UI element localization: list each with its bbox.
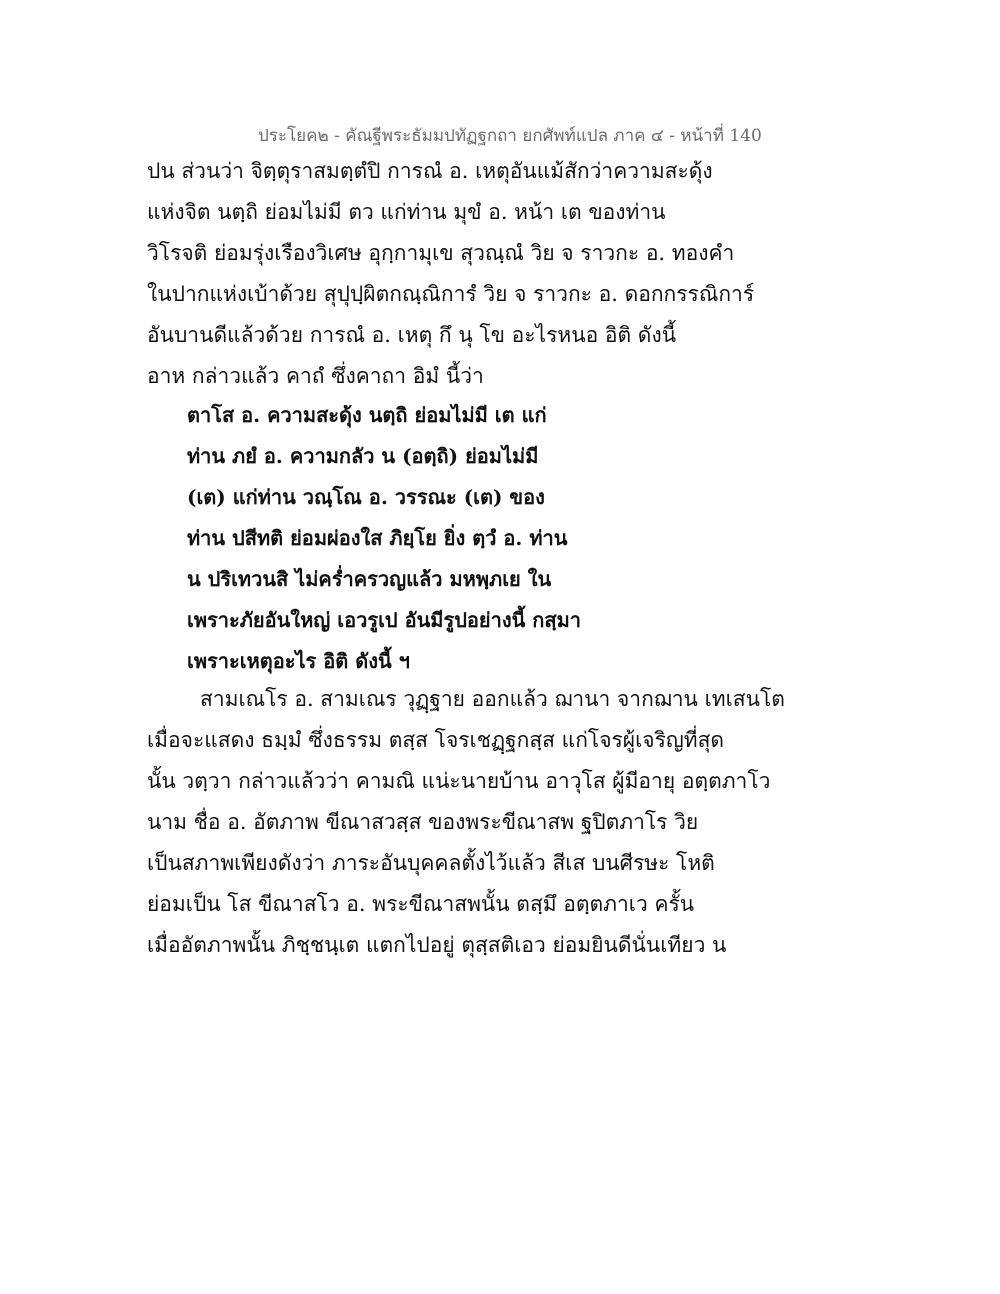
verse-line: (เต) แก่ท่าน วณฺโณ อ. วรรณะ (เต) ของ: [187, 485, 545, 509]
text-line: อาห กล่าวแล้ว คาถํ ซึ่งคาถา อิมํ นี้ว่า: [147, 364, 484, 388]
text-line: วิโรจติ ย่อมรุ่งเรืองวิเศษ อุกฺกามุเข สุวณฺณํ วิย จ ราวกะ อ. ทองคำ: [147, 241, 735, 265]
verse-line: ท่าน ปสีทติ ย่อมผ่องใส ภิยฺโย ยิ่ง ตฺวํ อ. ท่าน: [187, 526, 568, 550]
text-line: ปน ส่วนว่า จิตฺตุราสมตฺตํปิ การณํ อ. เหตุอันแม้สักว่าความสะดุ้ง: [147, 159, 713, 183]
text-line: แห่งจิต นตฺถิ ย่อมไม่มี ตว แก่ท่าน มุขํ อ. หน้า เต ของท่าน: [147, 200, 666, 224]
text-line: เป็นสภาพเพียงดังว่า ภาระอันบุคคลตั้งไว้แล้ว สีเส บนศีรษะ โหติ: [147, 851, 715, 875]
text-line: สามเณโร อ. สามเณร วุฏฺฐาย ออกแล้ว ฌานา จากฌาน เทเสนโต: [200, 687, 785, 711]
text-line: ในปากแห่งเบ้าด้วย สุปุปฺผิตกณฺณิการํ วิย จ ราวกะ อ. ดอกกรรณิการ์: [147, 282, 755, 306]
verse-line: น ปริเทวนสิ ไม่คร่ำครวญแล้ว มหพฺภเย ใน: [187, 567, 552, 591]
verse-line: ตาโส อ. ความสะดุ้ง นตฺถิ ย่อมไม่มี เต แก่: [187, 403, 547, 427]
text-line: อันบานดีแล้วด้วย การณํ อ. เหตุ กึ นุ โข อะไรหนอ อิติ ดังนี้: [147, 323, 677, 347]
text-line: เมื่ออัตภาพนั้น ภิชฺชนฺเต แตกไปอยู่ ตุสฺสติเอว ย่อมยินดีนั่นเทียว น: [147, 933, 727, 957]
verse-line: เพราะเหตุอะไร อิติ ดังนี้ ฯ: [187, 649, 410, 673]
text-line: ย่อมเป็น โส ขีณาสโว อ. พระขีณาสพนั้น ตสฺมึ อตฺตภาเว ครั้น: [147, 892, 695, 916]
verse-line: เพราะภัยอันใหญ่ เอวรูเป อันมีรูปอย่างนี้ กสฺมา: [187, 608, 581, 632]
page-header: ประโยค๒ - คัณฐีพระธัมมปทัฏฐกถา ยกศัพท์แปล ภาค ๔ - หน้าที่ 140: [258, 126, 762, 146]
verse-line: ท่าน ภยํ อ. ความกลัว น (อตฺถิ) ย่อมไม่มี: [187, 444, 539, 468]
text-line: นาม ชื่อ อ. อัตภาพ ขีณาสวสฺส ของพระขีณาสพ ฐปิตภาโร วิย: [147, 810, 699, 834]
text-line: นั้น วตฺวา กล่าวแล้วว่า คามณิ แน่ะนายบ้าน อาวุโส ผู้มีอายุ อตฺตภาโว: [147, 769, 771, 793]
text-line: เมื่อจะแสดง ธมฺมํ ซึ่งธรรม ตสฺส โจรเชฏฺฐกสฺส แก่โจรผู้เจริญที่สุด: [147, 728, 725, 752]
